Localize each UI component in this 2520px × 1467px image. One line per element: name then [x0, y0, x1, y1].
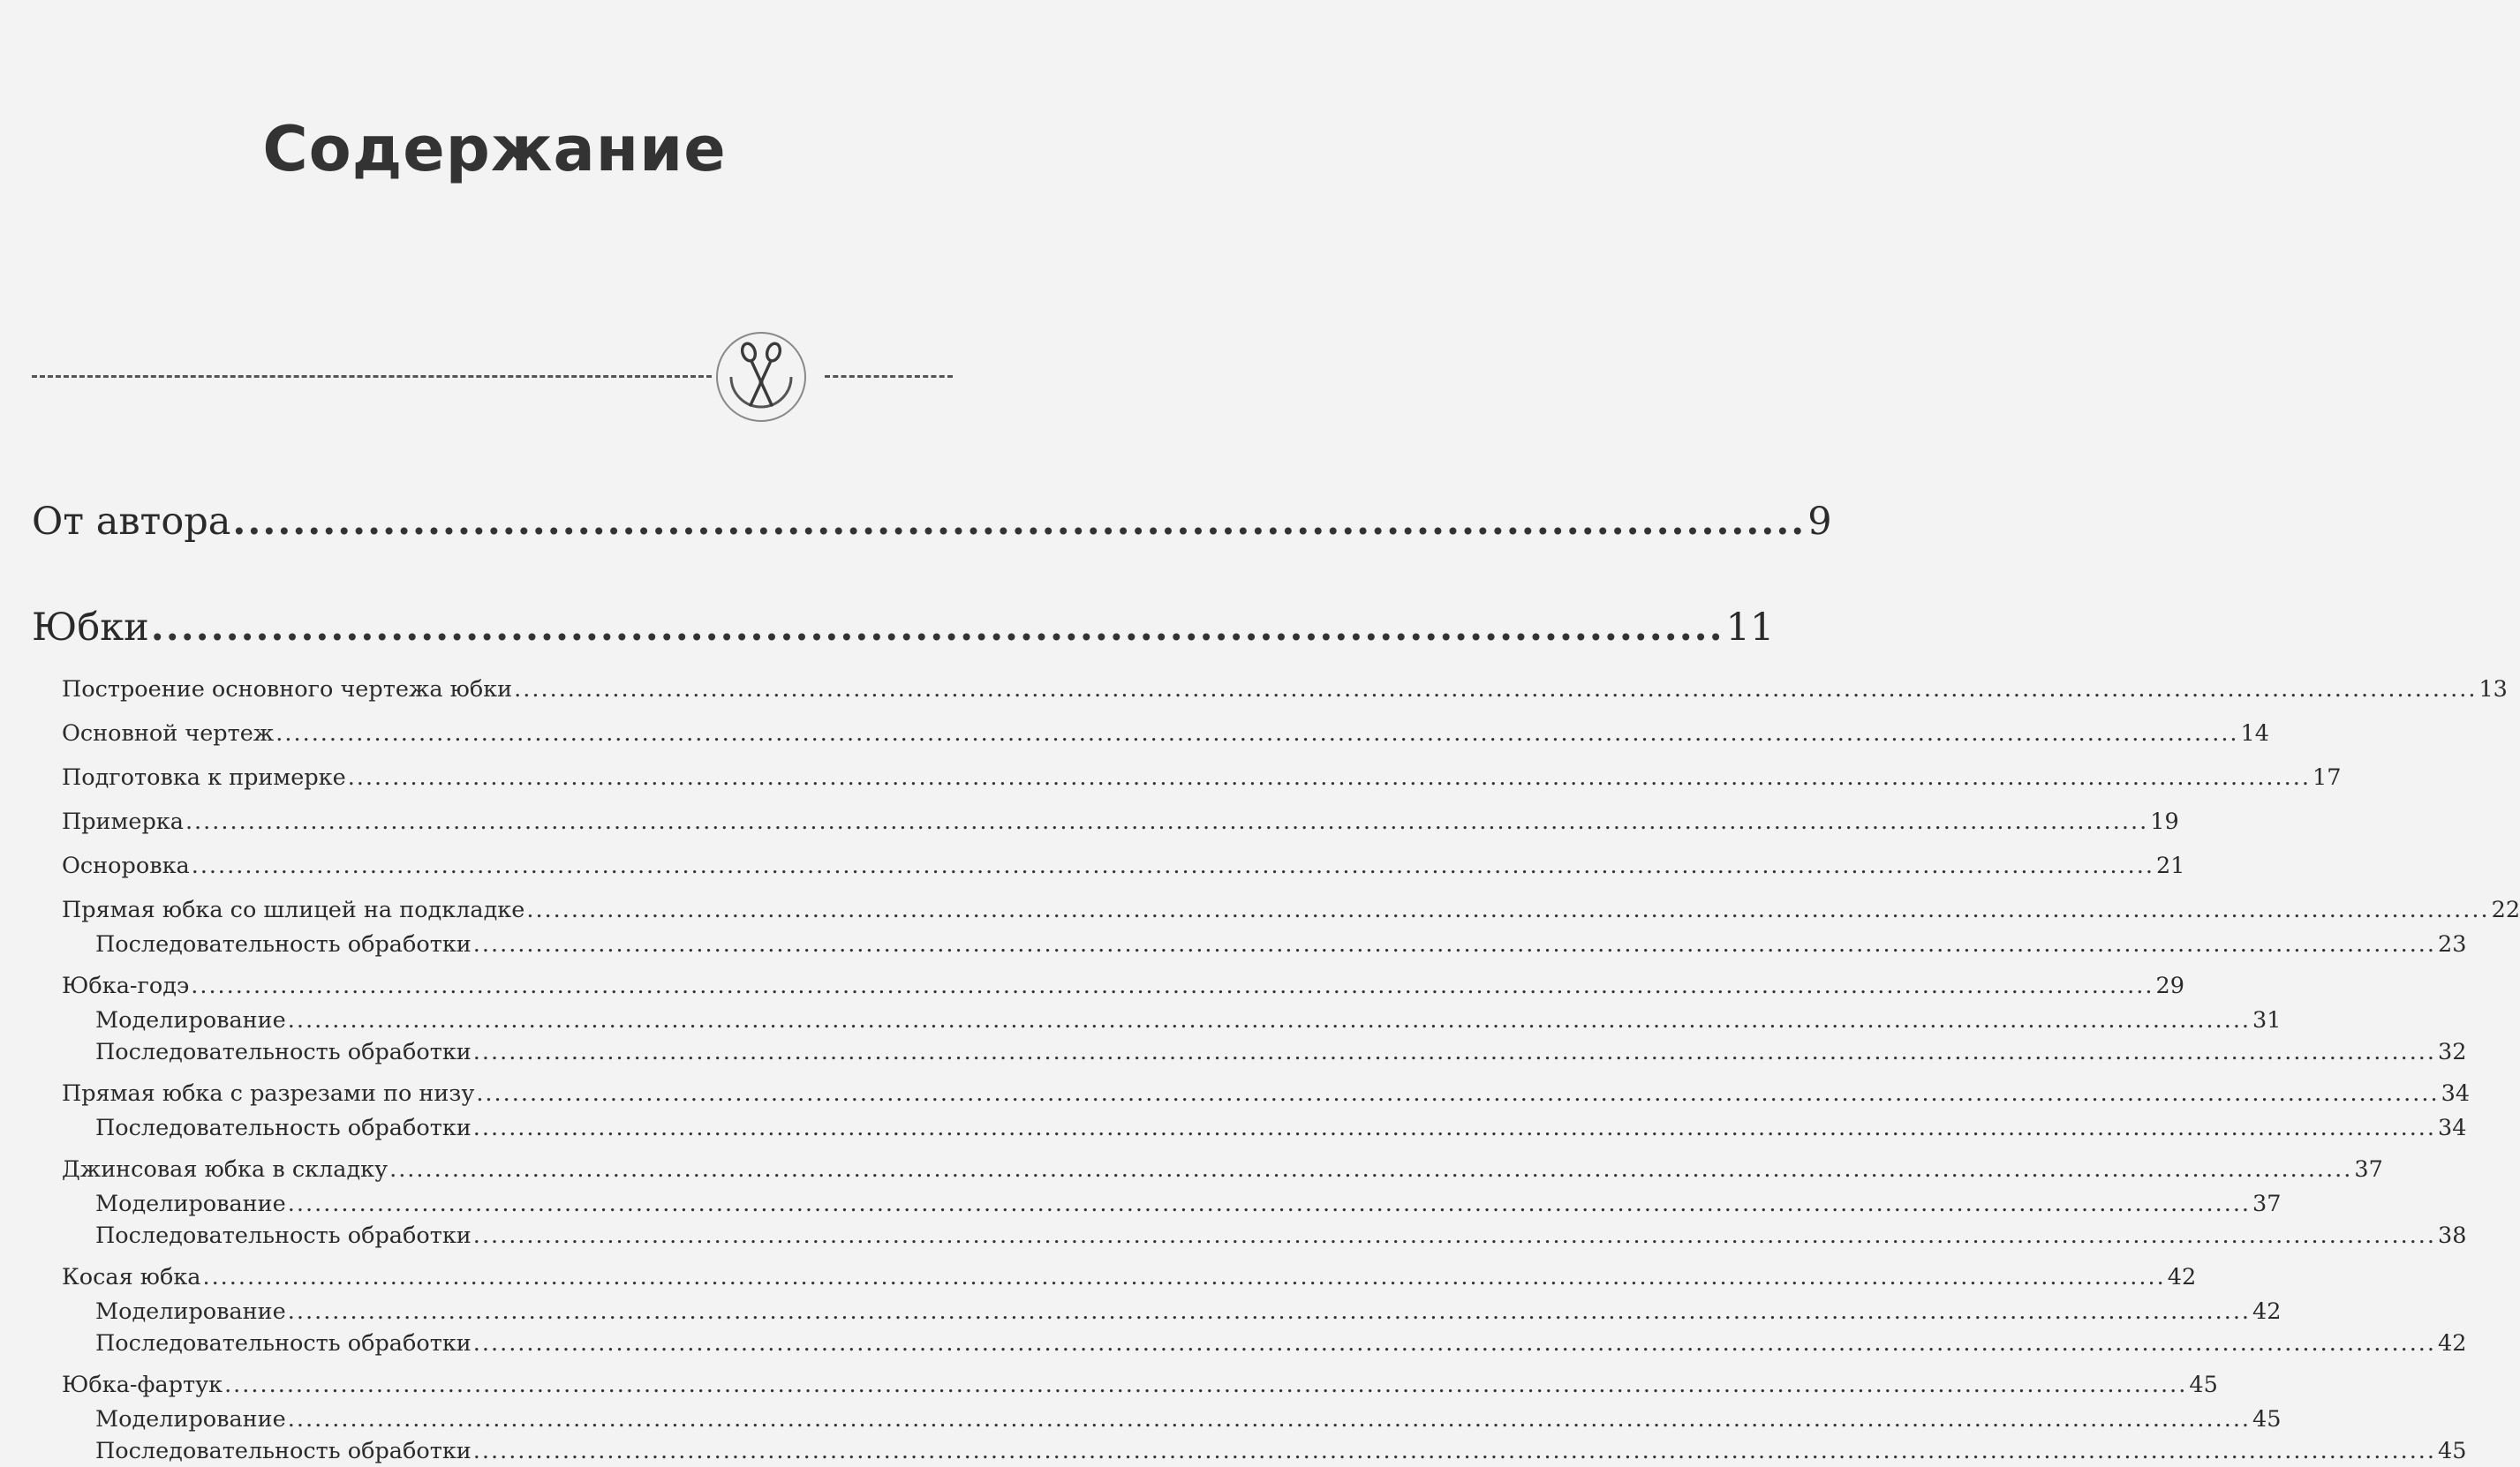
- toc-entry[interactable]: [32, 671, 2508, 708]
- toc-entry[interactable]: [32, 1366, 2218, 1403]
- toc-entry[interactable]: [32, 1259, 2197, 1296]
- toc-leader-dots: ............................................................................................................................................................................................................................: [514, 676, 2478, 703]
- toc-entry-page: 23: [2438, 931, 2467, 958]
- toc-entry-label: Последовательность обработки: [95, 1039, 472, 1065]
- toc-entry[interactable]: [32, 1403, 2282, 1435]
- dashed-line-right: [825, 375, 953, 378]
- toc-entry[interactable]: [32, 1328, 2467, 1359]
- toc-entry-label: Основной чертеж: [62, 720, 275, 747]
- toc-entry[interactable]: [32, 1435, 2467, 1467]
- toc-leader-dots: .........................................................................................................: [232, 500, 1807, 544]
- section-divider: [32, 340, 922, 410]
- toc-entry[interactable]: [32, 759, 2342, 796]
- toc-entry-page: 17: [2312, 764, 2342, 791]
- toc-entry-label: Последовательность обработки: [95, 1438, 472, 1464]
- table-of-contents: [32, 494, 2520, 1467]
- toc-entry-page: 22: [2491, 897, 2520, 923]
- toc-entry[interactable]: [32, 1151, 2383, 1188]
- scissors-icon: [713, 329, 809, 425]
- toc-entry-label: Моделирование: [95, 1406, 286, 1433]
- toc-entry-label: Последовательность обработки: [95, 1115, 472, 1141]
- toc-entry-skirts[interactable]: [32, 600, 1775, 655]
- toc-entry-label: Последовательность обработки: [95, 1330, 472, 1357]
- toc-entry-page: 14: [2240, 720, 2269, 747]
- toc-entry[interactable]: [32, 1296, 2282, 1328]
- toc-leader-dots: .........................................................................................................: [150, 606, 1724, 650]
- toc-leader-dots: ............................................................................................................................................................................................................................: [287, 1406, 2252, 1433]
- toc-entry-page: 32: [2438, 1039, 2467, 1065]
- toc-leader-dots: ............................................................................................................................................................................................................................: [275, 720, 2239, 747]
- toc-entry-page: 45: [2252, 1406, 2282, 1433]
- toc-leader-dots: ............................................................................................................................................................................................................................: [476, 1080, 2440, 1107]
- toc-entry-page: 34: [2438, 1115, 2467, 1141]
- toc-entry-label: Юбка-годэ: [62, 973, 190, 999]
- toc-leader-dots: ............................................................................................................................................................................................................................: [472, 1222, 2437, 1249]
- toc-leader-dots: ............................................................................................................................................................................................................................: [202, 1264, 2166, 1290]
- toc-entry-label: Моделирование: [95, 1007, 286, 1034]
- toc-entry-label: Примерка: [62, 809, 184, 835]
- toc-entry-page: 42: [2438, 1330, 2467, 1357]
- toc-entry-page: 11: [1725, 606, 1775, 650]
- toc-entry-author[interactable]: [32, 494, 1832, 549]
- toc-entry-page: 34: [2441, 1080, 2471, 1107]
- toc-entry-label: Прямая юбка со шлицей на подкладке: [62, 897, 525, 923]
- toc-entry-page: 38: [2438, 1222, 2467, 1249]
- toc-entry-label: От автора: [32, 500, 231, 544]
- dashed-line-left: [32, 375, 712, 378]
- toc-entry[interactable]: [32, 1036, 2467, 1068]
- toc-entry[interactable]: [32, 715, 2269, 752]
- toc-leader-dots: ............................................................................................................................................................................................................................: [287, 1191, 2252, 1217]
- toc-entry-page: 37: [2354, 1156, 2383, 1183]
- toc-leader-dots: ............................................................................................................................................................................................................................: [389, 1156, 2353, 1183]
- toc-entry-page: 21: [2155, 853, 2185, 879]
- toc-leader-dots: ............................................................................................................................................................................................................................: [191, 853, 2154, 879]
- toc-entry-label: Подготовка к примерке: [62, 764, 346, 791]
- toc-entry[interactable]: [32, 1220, 2467, 1252]
- toc-leader-dots: ............................................................................................................................................................................................................................: [472, 1330, 2437, 1357]
- toc-entry-label: Оснорoвка: [62, 853, 190, 879]
- toc-entry-page: 45: [2189, 1372, 2218, 1398]
- toc-entry-label: Косая юбка: [62, 1264, 201, 1290]
- toc-entry-page: 13: [2479, 676, 2508, 703]
- toc-entry-page: 31: [2252, 1007, 2282, 1034]
- toc-entry[interactable]: [32, 891, 2520, 929]
- toc-entry-page: 37: [2252, 1191, 2282, 1217]
- toc-leader-dots: ............................................................................................................................................................................................................................: [472, 1438, 2437, 1464]
- toc-entry-label: Последовательность обработки: [95, 1222, 472, 1249]
- toc-entry[interactable]: [32, 1112, 2467, 1144]
- toc-leader-dots: ............................................................................................................................................................................................................................: [185, 809, 2149, 835]
- toc-entry[interactable]: [32, 967, 2184, 1004]
- toc-leader-dots: ............................................................................................................................................................................................................................: [287, 1298, 2252, 1325]
- toc-entry-page: 9: [1807, 500, 1832, 544]
- toc-entry-page: 45: [2438, 1438, 2467, 1464]
- toc-entry[interactable]: [32, 929, 2467, 960]
- toc-leader-dots: ............................................................................................................................................................................................................................: [526, 897, 2490, 923]
- toc-entry-page: 29: [2155, 973, 2184, 999]
- toc-subsection-list: [32, 671, 2520, 1467]
- toc-entry-page: 42: [2252, 1298, 2282, 1325]
- toc-leader-dots: ............................................................................................................................................................................................................................: [191, 973, 2154, 999]
- toc-entry[interactable]: [32, 1188, 2282, 1220]
- toc-entry[interactable]: [32, 847, 2185, 884]
- toc-entry-label: Построение основного чертежа юбки: [62, 676, 513, 703]
- toc-entry[interactable]: [32, 803, 2179, 840]
- toc-entry[interactable]: [32, 1075, 2471, 1112]
- toc-entry-label: Последовательность обработки: [95, 931, 472, 958]
- toc-leader-dots: ............................................................................................................................................................................................................................: [224, 1372, 2188, 1398]
- toc-entry-label: Юбки: [32, 606, 149, 650]
- toc-entry-page: 19: [2150, 809, 2179, 835]
- toc-entry[interactable]: [32, 1004, 2282, 1036]
- toc-entry-label: Джинсовая юбка в складку: [62, 1156, 389, 1183]
- toc-leader-dots: ............................................................................................................................................................................................................................: [472, 1039, 2437, 1065]
- toc-entry-label: Прямая юбка с разрезами по низу: [62, 1080, 475, 1107]
- toc-entry-label: Моделирование: [95, 1191, 286, 1217]
- toc-leader-dots: ............................................................................................................................................................................................................................: [472, 1115, 2437, 1141]
- toc-leader-dots: ............................................................................................................................................................................................................................: [472, 931, 2437, 958]
- toc-leader-dots: ............................................................................................................................................................................................................................: [347, 764, 2311, 791]
- toc-entry-label: Юбка-фартук: [62, 1372, 223, 1398]
- toc-entry-page: 42: [2167, 1264, 2197, 1290]
- page-title: Содержание: [262, 113, 727, 185]
- toc-entry-label: Моделирование: [95, 1298, 286, 1325]
- toc-leader-dots: ............................................................................................................................................................................................................................: [287, 1007, 2252, 1034]
